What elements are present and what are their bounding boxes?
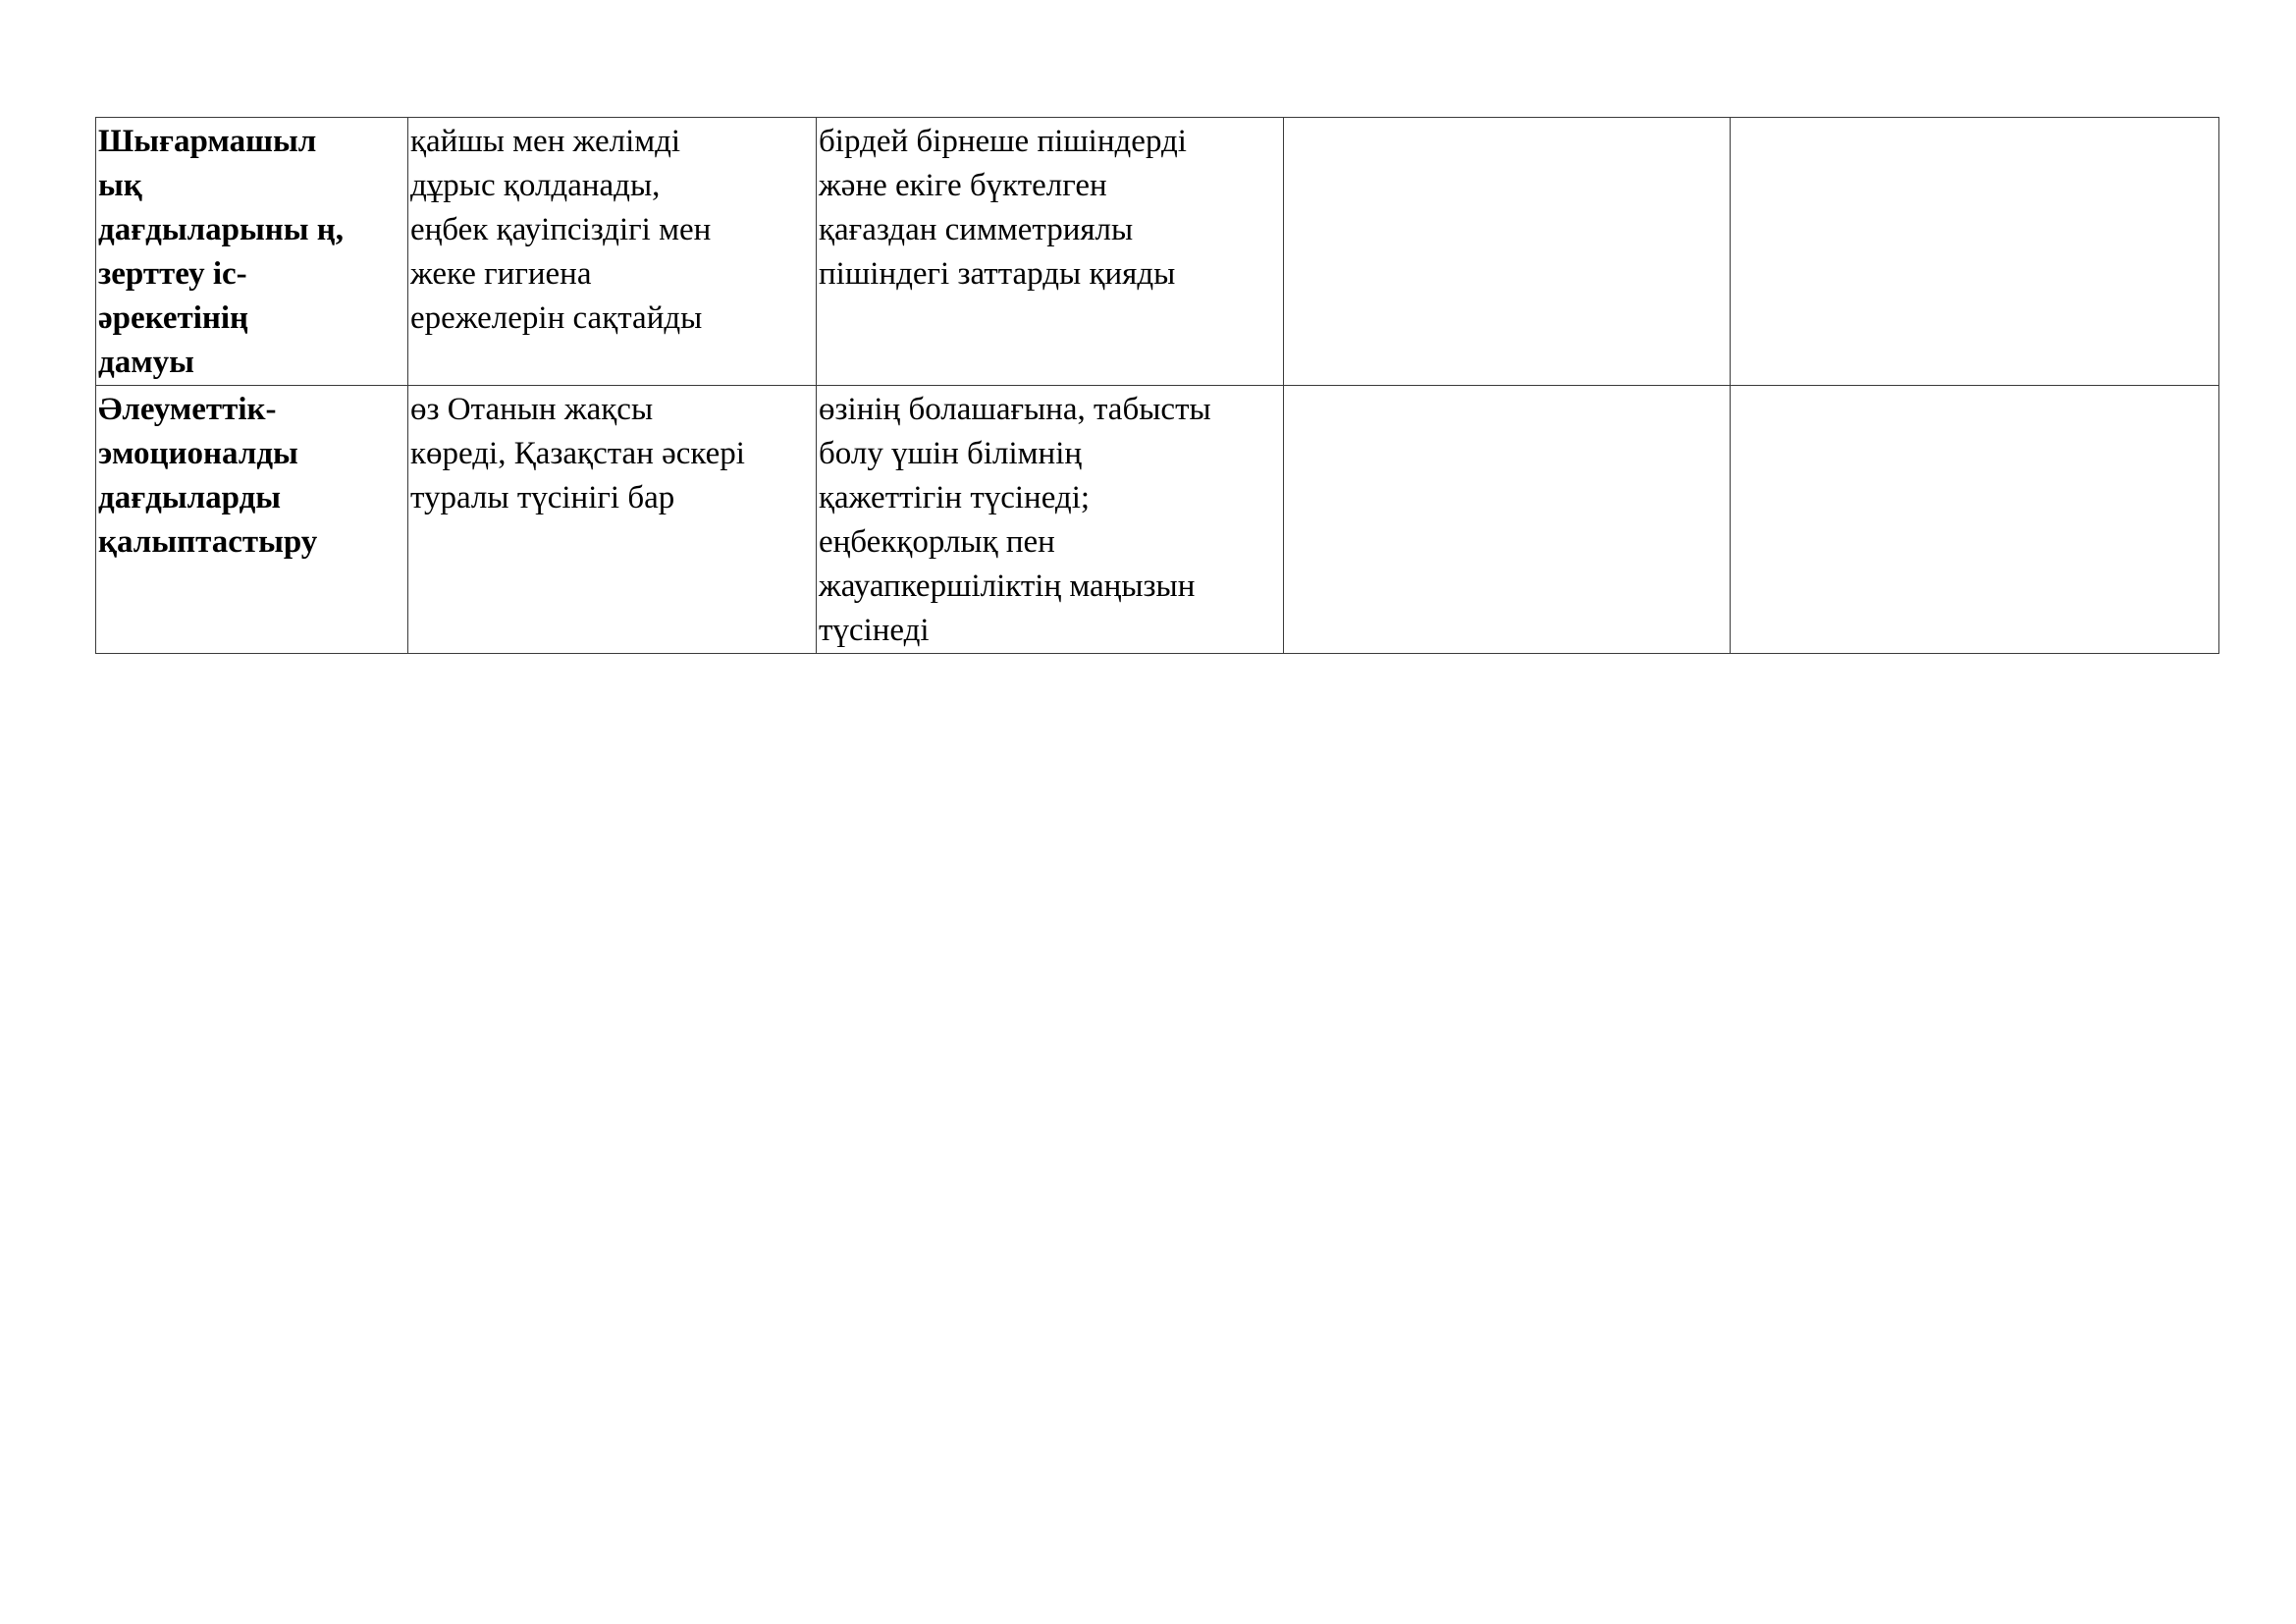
skills-table: [95, 117, 2219, 654]
table-cell-empty: [1284, 118, 1731, 386]
table-cell: [408, 386, 817, 654]
table-cell: [817, 386, 1284, 654]
table-cell-empty: [1731, 386, 2219, 654]
area-label: Әлеуметтік- эмоционалды дағдыларды қалыптастыру: [98, 392, 318, 560]
table-cell-empty: [1284, 386, 1731, 654]
area-label: Шығармашыл ық дағдыларыны ң, зерттеу іс- әрекетінің дамуы: [98, 124, 345, 380]
table-row: [96, 386, 2219, 654]
table-cell-area: [96, 386, 408, 654]
table-cell-area: [96, 118, 408, 386]
table-cell-empty: [1731, 118, 2219, 386]
table-row: [96, 118, 2219, 386]
table-cell: [817, 118, 1284, 386]
cell-text: өз Отанын жақсы көреді, Қазақстан әскері туралы түсінігі бар: [410, 392, 745, 515]
cell-text: өзінің болашағына, табысты болу үшін білімнің қажеттігін түсінеді; еңбекқорлық пен жауапкершіліктің маңызын түсінеді: [819, 392, 1211, 648]
cell-text: қайшы мен желімді дұрыс қолданады, еңбек қауіпсіздігі мен жеке гигиена ережелерін сақтайды: [410, 124, 712, 336]
table-cell: [408, 118, 817, 386]
cell-text: бірдей бірнеше пішіндерді және екіге бүктелген қағаздан симметриялы пішіндегі заттарды қияды: [819, 124, 1187, 292]
